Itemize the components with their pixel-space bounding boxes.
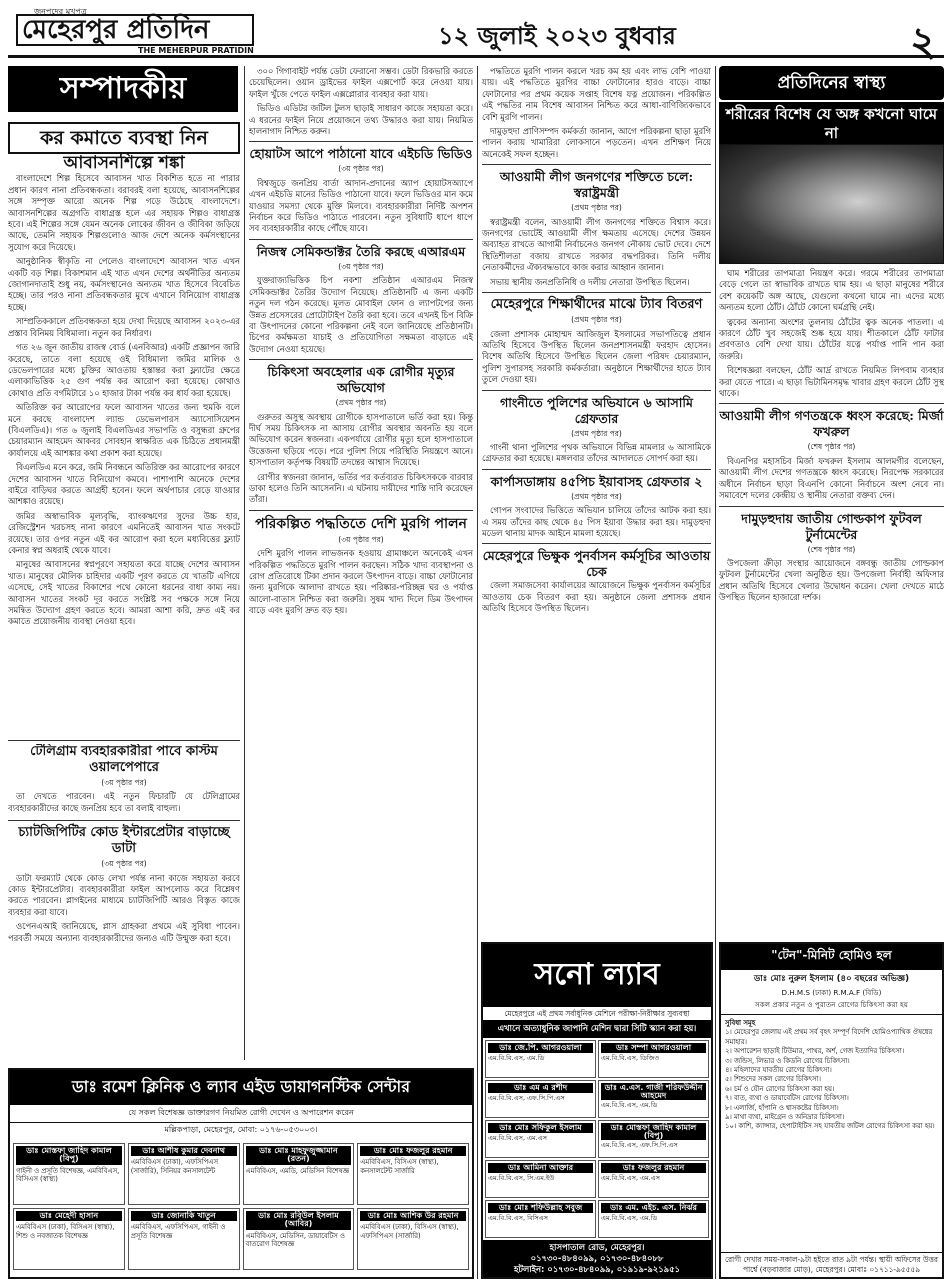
beggar-rehab-headline: মেহেরপুরে ভিক্ষুক পুনর্বাসন কর্মসূচির আওতায় চেক [482,543,711,580]
homeo-note: সকল প্রকার নতুন ও পুরাতন রোগের চিকিৎসা করা হয় [721,1000,942,1015]
doctor-card [598,1200,709,1238]
doctor-name: ডাঃ আমিনা আক্তার [488,1163,593,1173]
doctor-info: এম.বি.বি.এস, এম.ডি [601,1213,658,1222]
article-paragraph: যুক্তরাজ্যভিত্তিক চিপ নকশা প্রতিষ্ঠান এআরএম নিজস্ব সেমিকন্ডাক্টর তৈরির উদ্যোগ নিয়েছে। প্রতিষ্ঠানটি এ জন্য একটি নতুন দল গঠন করেছে। মূলত মোবাইল ফোন ও ল্যাপটপের জন্য উন্নত প্রসেসরের প্রোটোটাইপ তৈরি করা হবে। তবে এখনই চিপ বিক্রি বা উৎপাদনের কোনো পরিকল্পনা নেই বলে জানিয়েছে প্রতিষ্ঠানটি। চিপের কর্মক্ষমতা যাচাই ও প্রতিযোগিতা সক্ষমতা বাড়াতে এই উদ্যোগ নেওয়া হয়েছে। [249,275,473,354]
doctor-card [598,1080,709,1118]
article-paragraph: ভিডিও এডিটর জটিল টুলস ছাড়াই সাধারণ কাজে সহায়তা করে। এ ধরনের ফাইল নিয়ে প্রয়োজনে তথ্য উদ্ধারও করা যায়। নিয়মিত হালনাগাদ নিশ্চিত করুন। [249,103,473,137]
doctor-info: এমবিবিএস (ঢাকা), এফসিপিএস (সার্জারি), সিনিয়র কনসালটেন্ট [130,1158,218,1175]
list-item: ৮। এলার্জি, হাঁপানি ও শ্বাসকষ্টের চিকিৎসা। [725,1103,839,1112]
article-paragraph: গাংনী থানা পুলিশের পৃথক অভিযানে বিভিন্ন মামলার ৬ আসামিকে গ্রেফতার করা হয়েছে। মঙ্গলবার তাঁদের আদালতে সোপর্দ করা হয়। [482,441,711,464]
doctor-info: এম.বি.বি.এস, এফ.সি.পি.এস [488,1093,565,1102]
doctor-card [598,1040,709,1078]
continued-kicker: (প্রথম পৃষ্ঠার পর) [335,398,387,408]
doctor-info: এম.বি.বি.এস, বিসিএস [488,1213,548,1222]
editorial-paragraph: আনুষ্ঠানিক স্বীকৃতি না পেলেও বাংলাদেশে আবাসন খাত এখন একটি বড় শিল্প। বিকাশমান এই খাত এখন দেশের অর্থনীতির অন্যতম জোগানদাতাই শুধু নয়, কর্মসংস্থানেও অন্যতম খাত হিসেবে বিবেচিত হচ্ছে। তার পরও নানা প্রতিবন্ধকতার মুখে এখানে বিনিয়োগ বাধাগ্রস্ত হচ্ছে। [8,256,240,312]
doctor-info: গাইনী ও প্রসূতি বিশেষজ্ঞ, এমবিবিএস, বিসিএস (স্বাস্থ্য) [16,1166,120,1184]
doctor-card [598,1160,709,1198]
doctor-name: ডাঃ এ.এস. গাজী শরিফউদ্দীন আহমেদ [601,1083,706,1100]
news-column-3 [482,66,711,938]
list-item: ৬। চর্ম ও যৌন রোগের চিকিৎসা করা হয়। [725,1084,835,1093]
homeo-advertisement [719,942,944,1279]
gangni-arrest-headline: গাংনীতে পুলিশের অভিযানে ৬ আসামি গ্রেফতার [482,390,711,427]
doctor-card [128,1208,240,1270]
continued-kicker: (৩য় পৃষ্ঠার পর) [338,534,384,544]
sono-lab-title: সনো ল্যাব [483,944,711,1007]
article-paragraph: দামুড়হুদা প্রাণিসম্পদ কর্মকর্তা জানান, আগে পরিকল্পনা ছাড়া মুরগি পালন করায় খামারিরা লোকসানে পড়তেন। এখন প্রশিক্ষণ নিয়ে অনেকেই সফল হচ্ছেন। [482,126,711,159]
article-paragraph: গোপন সংবাদের ভিত্তিতে অভিযান চালিয়ে তাঁদের আটক করা হয়। এ সময় তাঁদের কাছ থেকে ৪৫ পিস ইয়াবা উদ্ধার করা হয়। দামুড়হুদা মডেল থানায় মাদক আইনে মামলা হয়েছে। [482,505,711,538]
doctor-card [243,1208,355,1270]
editorial-paragraph: মানুষের আবাসনের স্বপ্নপূরণে সহায়তা করে যাচ্ছে দেশের আবাসন খাত। মানুষের মৌলিক চাহিদার একটি পূরণ করতে যে খাতটি এগিয়ে এসেছে, সেই খাতের বিকাশের পথে কোনো ধরনের বাধা কাম্য নয়। আবাসন খাতের সংকট দূর করতে সংশ্লিষ্ট সব পক্ষকে সঙ্গে নিয়ে সমন্বিত উদ্যোগ গ্রহণ করতে হবে। আমরা আশা করি, দ্রুত এই কর কমাতে প্রয়োজনীয় ব্যবস্থা নেওয়া হবে। [8,559,240,627]
telegram-headline: টেলিগ্রাম ব্যবহারকারীরা পাবে কাস্টম ওয়ালপেপারে [30,744,218,775]
editorial-banner: সম্পাদকীয় [8,66,238,112]
homeo-title: "টেন"-মিনিট হোমিও হল [721,944,942,970]
homeo-qualification: D.H.M.S (ঢাকা) R.M.A.F (বিডি) [781,988,882,997]
health-paragraph: ত্বকের অন্যান্য অংশের তুলনায় ঠোঁটের ত্বক অনেক পাতলা। এ কারণে ঠোঁট খুব সহজেই শুষ্ক হয়ে যায়। শীতকালে ঠোঁট ফাটার প্রবণতাও বেশি দেখা যায়। ঠোঁটের যত্নে পর্যাপ্ত পানি পান করা জরুরি। [719,316,944,361]
continued-kicker: (৩য় পৃষ্ঠার পর) [338,261,384,271]
homeo-doctor: ডাঃ মোঃ নুরুল ইসলাম (৪০ বছরের অভিজ্ঞ) [753,974,910,984]
list-item: ৩। জন্ডিস, লিভার ও কিডনি রোগের চিকিৎসা। [725,1056,850,1065]
sono-lab-advertisement [481,942,713,1279]
continued-kicker: (৩য় পৃষ্ঠার পর) [338,164,384,174]
article-paragraph: সভায় স্থানীয় জনপ্রতিনিধি ও দলীয় নেতারা উপস্থিত ছিলেন। [490,276,690,287]
doctor-name: ডাঃ মোঃ মাহফুজুজ্জামান (রতন) [246,1146,352,1165]
continued-kicker: (প্রথম পৃষ্ঠার পর) [571,428,622,438]
doctor-info: এম.বি.বি.এস, এম.এস [488,1133,547,1142]
doctor-info: এমবিবিএস (ঢাকা), বিসিএস (স্বাস্থ্য), এফসিপিএস (সার্জারি) [360,1223,459,1240]
doctor-card [485,1200,596,1238]
chatgpt-headline: চ্যাটজিপিটির কোড ইন্টারপ্রেটার বাড়াচ্ছে ডাটা [8,820,240,857]
editorial-article [8,116,240,736]
list-item: ৪। মহিলাদের যাবতীয় রোগের চিকিৎসা। [725,1066,832,1075]
article-paragraph: উপজেলা ক্রীড়া সংস্থার আয়োজনে বঙ্গবন্ধু জাতীয় গোল্ডকাপ ফুটবল টুর্নামেন্টের খেলা অনুষ্ঠিত হয়। উপজেলা নির্বাহী অফিসার প্রধান অতিথি হিসেবে খেলার উদ্বোধন করেন। খেলা দেখতে মাঠে উপস্থিত ছিলেন হাজারো দর্শক। [719,557,944,603]
sono-lab-ct-scan-band: এখানে অত্যাধুনিক জাপানি মেশিন দ্বারা সিটি স্ক্যান করা হয়। [483,1020,711,1038]
masthead-logo: মেহেরপুর প্রতিদিন [16,14,254,46]
doctor-name: ডাঃ এম. এইচ. এস. নির্ঝর [601,1203,706,1213]
doctor-name: ডাঃ জোনাকি খাতুন [131,1211,237,1221]
article-paragraph: ৩০০ গিগাবাইট পর্যন্ত ডেটা ফেরানো সম্ভব। ডেটা রিকভারি করতে চেয়েছিলেন। ওয়ান ড্রাইভের ফাইল এক্সপোর্ট করে নেওয়া যায়। ফাইল খুঁজে পেতে ফাইল এক্সপ্লোরার ব্যবহার করা যায়। [249,66,473,99]
doctor-card [357,1208,469,1270]
continued-kicker: (শেষ পৃষ্ঠার পর) [807,442,856,452]
masthead-name-en: THE MEHERPUR PRATIDIN [138,46,254,55]
sono-lab-subtitle: মেহেরপুরে এই প্রথম সর্বাধুনিক মেশিনে পরীক্ষা-নিরীক্ষার সুব্যবস্থা [504,1009,690,1018]
doctor-card [485,1080,596,1118]
doctor-info: এম.বি.বি.এস, সি.এম.ইউ [488,1173,555,1182]
health-paragraph: বিশেষজ্ঞরা বলছেন, ঠোঁট আর্দ্র রাখতে নিয়মিত লিপবাম ব্যবহার করা যেতে পারে। এ ছাড়া ভিটামিনসমৃদ্ধ খাবার গ্রহণ করলে ঠোঁট সুস্থ থাকে। [719,365,944,399]
list-item: ৭। বাত, ব্যথা ও ডায়াবেটিস রোগের চিকিৎসা। [725,1094,849,1103]
doctor-card [243,1143,355,1205]
article-paragraph: পদ্ধতিতে মুরগি পালন করলে খরচ কম হয় এবং লাভ বেশি পাওয়া যায়। এই পদ্ধতিতে মুরগির বাচ্চা ফোটানোর হারও বাড়ে। বাচ্চা ফোটানোর পর প্রথম কয়েক সপ্তাহ বিশেষ যত্ন প্রয়োজন। পরিকল্পিত এই পদ্ধতির নাম বিশেষ আবাসন নিশ্চিত করে আধা-বাণিজ্যিকভাবে বেশি মুরগি পালন। [482,66,711,122]
yaba-arrest-headline: কার্পাসডাঙ্গায় ৪৫পিচ ইয়াবাসহ গ্রেফতার ২ [482,469,711,490]
news-column-2 [249,66,473,1062]
doctor-info: এম.বি.বি.এস, এম.ডি [601,1101,658,1109]
doctor-card [485,1120,596,1158]
column-rule [244,66,245,1060]
editorial-paragraph: সাম্প্রতিককালে প্রতিবন্ধকতা হয়ে দেখা দিয়েছে আবাসন ২০২৩-এর প্রস্তাব বিনিময় বিধিমালা। নতুন কর নির্ধারণ। [8,316,240,338]
doctor-info: এমবিবিএস, এফসিপিএস, গাইনী ও প্রসূতি বিশেষজ্ঞ [130,1223,226,1240]
article-paragraph: গুরুতর অসুস্থ অবস্থায় রোগীকে হাসপাতালে ভর্তি করা হয়। কিন্তু দীর্ঘ সময় চিকিৎসক না আসায় রোগীর অবস্থার অবনতি হয় বলে অভিযোগ করেন স্বজনরা। একপর্যায়ে রোগীর মৃত্যু হলে হাসপাতালে উত্তেজনা ছড়িয়ে পড়ে। পরে পুলিশ গিয়ে পরিস্থিতি নিয়ন্ত্রণে আনে। হাসপাতাল কর্তৃপক্ষ বিষয়টি তদন্তের আশ্বাস দিয়েছে। [249,411,473,468]
health-headline: শরীরের বিশেষ যে অঙ্গ কখনো ঘামে না [719,102,944,146]
sono-lab-footer [483,1240,711,1277]
arm-headline: নিজস্ব সেমিকন্ডাক্টর তৈরি করছে এআরএম [249,239,473,260]
article-paragraph: জেলা সমাজসেবা কার্যালয়ের আয়োজনে ভিক্ষুক পুনর্বাসন কর্মসূচির আওতায় চেক বিতরণ করা হয়। অনুষ্ঠানে জেলা প্রশাসক প্রধান অতিথি হিসেবে উপস্থিত ছিলেন। [482,580,711,614]
doctor-card [357,1143,469,1205]
continued-kicker: (প্রথম পৃষ্ঠার পর) [571,315,622,325]
doctor-name: ডাঃ মোঃ সফিকুল ইসলাম [488,1123,593,1133]
article-paragraph: রোগীর স্বজনরা জানান, ভর্তির পর কর্তব্যরত চিকিৎসককে বারবার ডাকা হলেও তিনি আসেননি। এ ঘটনায় দায়ীদের শাস্তি দাবি করেছেন তাঁরা। [249,471,473,505]
clinic-doctor-grid [10,1140,472,1273]
article-paragraph: দেশি মুরগি পালন লাভজনক হওয়ায় গ্রামাঞ্চলে অনেকেই এখন পরিকল্পিত পদ্ধতিতে মুরগি পালন করছেন। সঠিক খাদ্য ব্যবস্থাপনা ও রোগ প্রতিরোধে টিকা প্রদান করলে উৎপাদন বাড়ে। বাচ্চা ফোটানোর জন্য মুরগিকে আলাদা রাখতে হয়। পরিষ্কার-পরিচ্ছন্ন ঘর ও পর্যাপ্ত আলো-বাতাস নিশ্চিত করা জরুরি। সুষম খাদ্য দিলে ডিম উৎপাদন বাড়ে এবং মুরগি দ্রুত বড় হয়। [249,548,473,616]
football-headline: দামুড়হুদায় জাতীয় গোল্ডকাপ ফুটবল টুর্নামেন্টের [719,506,944,543]
editorial-paragraph: অতিরিক্ত কর আরোপের ফলে আবাসন খাতের জন্য হুমকি বলে মনে করছে বাংলাদেশ ল্যান্ড ডেভেলপারস অ্যাসোসিয়েশন (বিএলডিএ)। গত ৬ জুলাই বিএলডিএর সভাপতি ও বসুন্ধরা গ্রুপের চেয়ারম্যান আহমেদ আকবর সোবহান স্বাক্ষরিত এক চিঠিতে প্রধানমন্ত্রী কার্যালয়ে এই আশঙ্কার কথা প্রকাশ করা হয়েছে। [8,402,240,458]
issue-date: ১২ জুলাই ২০২৩ বুধবার [438,21,676,50]
clinic-ad-subtitle: যে সকল বিশেষজ্ঞ ডাক্তারগণ নিয়মিত রোগী দেখেন ও অপারেশন করেন [10,1105,472,1123]
chicken-farming-headline: পরিকল্পিত পদ্ধতিতে দেশি মুরগি পালন [249,510,473,533]
awami-league-headline: আওয়ামী লীগ জনগণের শক্তিতে চলে: স্বরাষ্ট্রমন্ত্রী [482,164,711,201]
clinic-ad-title: ডাঃ রমেশ ক্লিনিক ও ল্যাব এইড ডায়াগনস্টিক সেন্টার [10,1070,472,1105]
article-paragraph: স্বরাষ্ট্রমন্ত্রী বলেন, আওয়ামী লীগ জনগণের শক্তিতে বিশ্বাস করে। জনগণের ভোটেই আওয়ামী লীগ ক্ষমতায় এসেছে। দেশের উন্নয়ন অব্যাহত রাখতে আগামী নির্বাচনেও জনগণ নৌকায় ভোট দেবে। দেশে স্থিতিশীলতা বজায় রাখতে সরকার বদ্ধপরিকর। তিনি দলীয় নেতাকর্মীদের ঐক্যবদ্ধভাবে কাজ করার আহ্বান জানান। [482,216,711,273]
list-item: ৫। শিশুদের সকল রোগের চিকিৎসা। [725,1075,821,1084]
doctor-card [13,1143,125,1205]
doctor-info: এম.বি.বি.এস, এফ.সি.পি.এস [601,1141,678,1149]
editorial-subhead: আবাসনশিল্পে শঙ্কা [63,153,185,173]
telegram-paragraph: তা দেখতে পারবেন। এই নতুন ফিচারটি যে টেলিগ্রামের ব্যবহারকারীদের কাছে জনপ্রিয় হবে তা বলাই বাহুল্য। [8,791,240,813]
doctor-name: ডাঃ মেহেদী হাসান [16,1211,122,1221]
doctor-name: ডাঃ মোঃ ফজলুর রহমান [360,1146,466,1156]
doctor-name: ডাঃ মোস্তফা জাহিদ কামাল (বিপু) [601,1123,706,1140]
doctor-name: ডাঃ মোস্তফা জাহিদ কামাল (বিপু) [16,1146,122,1165]
doctor-name: ডাঃ জে.পি. আগরওয়ালা [488,1043,593,1053]
column-rule [715,66,716,1279]
sono-lab-hotline: হটলাইন: ০১৭৩০-৪৮৪০৯৯, ০১৯১৯-৯২১৯৫১ [514,1264,680,1274]
hospital-death-headline: চিকিৎসা অবহেলার এক রোগীর মৃত্যুর অভিযোগ [249,359,473,396]
doctor-info: এমবিবিএস, এমডি, মেডিসিন বিশেষজ্ঞ [245,1166,349,1175]
column-rule [477,66,478,1279]
doctor-name: ডাঃ সম্পা আগরওয়ালা [601,1043,706,1053]
masthead-tagline: জনপদের মুখপত্র [34,7,87,16]
sono-lab-address: হাসপাতাল রোড, মেহেরপুর। [549,1242,645,1252]
clinic-ad-address: মল্লিকপাড়া, মেহেরপুর, মোবা: ০১৭৬-০৫৩০০৩। [164,1125,318,1134]
doctor-info: এম.বি.বি.এস, ডিজিও [601,1053,660,1062]
continued-kicker: (৩য় পৃষ্ঠার পর) [101,778,147,787]
health-banner: প্রতিদিনের স্বাস্থ্য [719,66,944,100]
sono-lab-phone: ০১৭৩০-৪৮৪০৯৯, ০১৭৩০-৪৮৪০৮৮ [530,1253,664,1263]
doctor-info: এমবিবিএস, মেডিসিন, ডায়াবেটিস ও বাতরোগ বিশেষজ্ঞ [245,1231,345,1249]
list-item: ১০। কাশি, ক্যান্সার, হেপাটাইটিস সহ যাবতীয় জটিল রোগের চিকিৎসা করা হয়। [725,1122,935,1131]
doctor-card [485,1040,596,1078]
page-number: ২ [909,18,936,65]
homeo-list-title: সুবিধা সমূহ [725,1019,756,1027]
article-paragraph: বিশ্বজুড়ে জনপ্রিয় বার্তা আদান-প্রদানের অ্যাপ হোয়াটসঅ্যাপে এখন এইচডি মানের ভিডিও পাঠানো যাবে। ফলে ভিডিওর মান কমে যাওয়ার সমস্যা থেকে মুক্তি মিলবে। ব্যবহারকারীরা নির্দিষ্ট অপশন নির্বাচন করে ভিডিও পাঠাতে পারবেন। নতুন সুবিধাটি ধাপে ধাপে সব ব্যবহারকারীর কাছে পৌঁছে যাবে। [249,177,473,234]
fakhrul-headline: আওয়ামী লীগ গণতন্ত্রকে ধ্বংস করেছে: মির্জা ফখরুল [719,403,944,440]
doctor-info: এম.বি.বি.এস, এম.ডি [488,1053,545,1062]
doctor-info: এমবিবিএস (ঢাকা), বিসিএস (স্বাস্থ্য), শিশু ও নবজাতক বিশেষজ্ঞ [16,1223,115,1240]
doctor-name: ডাঃ মোঃ শফিউল্লাহ সবুজ [488,1203,593,1213]
editorial-paragraph: বিএলডিএ মনে করে, জমি নিবন্ধনে অতিরিক্ত কর আরোপের কারণে দেশের আবাসন খাতে বিনিয়োগ কমবে। পাশাপাশি অনেকে দেশের বাইরে বাড়িঘর করতে আগ্রহী হবেন। ফলে অর্থপাচার বেড়ে যাওয়ার আশঙ্কাও রয়েছে। [8,462,240,507]
doctor-info: এমবিবিএস, বিসিএস (স্বাস্থ্য), কনসালটেন্ট সার্জারি [360,1158,439,1175]
continued-kicker: (শেষ পৃষ্ঠার পর) [807,544,856,554]
doctor-name: ডাঃ আশীষ কুমার দেবনাথ [131,1146,237,1156]
continued-kicker: (প্রথম পৃষ্ঠার পর) [571,491,622,501]
clinic-advertisement [8,1068,474,1279]
chatgpt-paragraph: ডাটা ফরম্যাট থেকে কোড লেখা পর্যন্ত নানা কাজে সহায়তা করবে কোড ইন্টারপ্রেটার। ব্যবহারকারীরা ফাইল আপলোড করে বিশ্লেষণ করতে পারবেন। প্লাগইনের মাধ্যমে চ্যাটজিপিটি আরও বিস্তৃত কাজে ব্যবহার করা যাবে। [8,872,240,917]
continued-kicker: (৩য় পৃষ্ঠার পর) [101,859,147,869]
editorial-paragraph: গত ২৬ জুন জাতীয় রাজস্ব বোর্ড (এনবিআর) একটি প্রজ্ঞাপন জারি করেছে, তাতে বলা হয়েছে ওই বিধিমালা জমির মালিক ও ডেভেলপারের মধ্যে চুক্তির আওতায় হস্তান্তর করা ফ্ল্যাটের ক্ষেত্রে এলাকাভিত্তিক ২৫ গুণ পর্যন্ত কর আরোপ করা হয়েছে। কোথাও কোথাও প্রতি বর্গমিটারে ১০ হাজার টাকা পর্যন্ত কর ধার্য করা হয়েছে। [8,342,240,398]
continued-kicker: (প্রথম পৃষ্ঠার পর) [571,203,622,213]
doctor-card [128,1143,240,1205]
tab-distribution-headline: মেহেরপুরে শিক্ষার্থীদের মাঝে ট্যাব বিতরণ [482,292,711,313]
editorial-paragraph: জমির অস্বাভাবিক মূল্যবৃদ্ধি, ব্যাংকঋণের সুদের উচ্চ হার, রেজিস্ট্রেশন খরচসহ নানা কারণে এমনিতেই আবাসন খাত সংকটে রয়েছে। তার ওপর নতুন এই কর আরোপ করা হলে মধ্যবিত্তের ফ্ল্যাট কেনার স্বপ্ন অধরাই থেকে যাবে। [8,510,240,555]
lips-photo [719,144,944,264]
tech-news-column [8,744,240,1060]
list-item: ১। মেহেরপুর জেলায় এই প্রথম সর্ব বৃহৎ সম্পূর্ণ বিদেশি হোমিওপ্যাথিক ঔষধের সমাহার। [725,1028,933,1046]
health-column [719,268,944,938]
doctor-card [598,1120,709,1158]
doctor-card [485,1160,596,1198]
chatgpt-paragraph: ওপেনএআই জানিয়েছে, প্লাস গ্রাহকরা প্রথমে এই সুবিধা পাবেন। পরবর্তী সময়ে অন্যান্য ব্যবহারকারীদের জন্যও এটি উন্মুক্ত করা হবে। [8,921,240,943]
doctor-name: ডাঃ মোঃ আশিক উর রহমান [360,1211,466,1221]
doctor-card [13,1208,125,1270]
editorial-paragraph: বাংলাদেশে শিল্প হিসেবে আবাসন খাত বিকশিত হতে না পারার প্রধান কারণ নানা প্রতিবন্ধকতা। বরাবরই বলা হয়েছে, আবাসনশিল্পের সঙ্গে সম্পৃক্ত আরো অনেক শিল্প গড়ে উঠেছে বাংলাদেশে। আবাসনশিল্পের অগ্রগতি বাধাগ্রস্ত হলে এর সহায়ক শিল্পও বাধাগ্রস্ত হবে। এই শিল্পের সঙ্গে যেমন অনেক লোকের জীবন ও জীবিকা জড়িয়ে আছে, তেমনি সহায়ক শিল্পগুলোও আজ দেশে অনেক কর্মসংস্থানের সুযোগ করে দিয়েছে। [8,173,240,252]
doctor-info: এম.বি.বি.এস, এম.এস [601,1173,660,1182]
list-item: ২। অপারেশন ছাড়াই টিউমার, পাথর, অর্শ, গেজ ইত্যাদির চিকিৎসা। [725,1047,905,1056]
homeo-services-list [721,1015,942,1136]
list-item: ৯। মাথা ব্যথা, মাইগ্রেন ও অনিদ্রার চিকিৎসা। [725,1113,845,1122]
sono-lab-doctor-grid [483,1038,711,1240]
editorial-headline: কর কমাতে ব্যবস্থা নিন [8,122,240,154]
article-paragraph: জেলা প্রশাসক মোহাম্মদ আজিজুল ইসলামের সভাপতিত্বে প্রধান অতিথি হিসেবে উপস্থিত ছিলেন জনপ্রশাসনমন্ত্রী ফরহাদ হোসেন। বিশেষ অতিথি হিসেবে উপস্থিত ছিলেন জেলা পরিষদ চেয়ারম্যান, পুলিশ সুপারসহ সরকারি কর্মকর্তারা। অনুষ্ঠানে শিক্ষার্থীদের হাতে ট্যাব তুলে দেওয়া হয়। [482,328,711,385]
doctor-name: ডাঃ মোঃ রবিউল ইসলাম (আবির) [246,1211,352,1230]
doctor-name: ডাঃ এম এ রশীদ [488,1083,593,1093]
divider [8,740,240,741]
article-paragraph: বিএনপির মহাসচিব মির্জা ফখরুল ইসলাম আলমগীর বলেছেন, আওয়ামী লীগ দেশের গণতন্ত্রকে ধ্বংস করেছে। নিরপেক্ষ সরকারের অধীনে নির্বাচন ছাড়া বিএনপি কোনো নির্বাচনে অংশ নেবে না। সমাবেশে দলের কেন্দ্রীয় ও স্থানীয় নেতারা বক্তব্য দেন। [719,455,944,501]
health-paragraph: ঘাম শরীরের তাপমাত্রা নিয়ন্ত্রণ করে। গরমে শরীরের তাপমাত্রা বেড়ে গেলে তা স্বাভাবিক রাখতে ঘাম হয়। এ ছাড়া মানুষের শরীরে বেশ কয়েকটি অঙ্গ আছে, যেগুলো কখনো ঘামে না। এদের মধ্যে অন্যতম হলো ঠোঁট। ঠোঁটে কোনো ঘর্মগ্রন্থি নেই। [719,268,944,313]
homeo-footer: রোগী দেখার সময়-সকাল-৯টা হইতে রাত ৯টা পর্যন্ত। স্থায়ী অফিসের উত্তর পার্শ্বে (বড়বাজার মোড়), মেহেরপুর। মোবাঃ ০১৭১১-৯৫৫৫৯ [721,1252,942,1277]
masthead [8,6,944,65]
doctor-name: ডাঃ ফজলুর রহমান [601,1163,706,1173]
whatsapp-headline: হোয়াটস আপে পাঠানো যাবে এইচডি ভিডিও [249,141,473,162]
